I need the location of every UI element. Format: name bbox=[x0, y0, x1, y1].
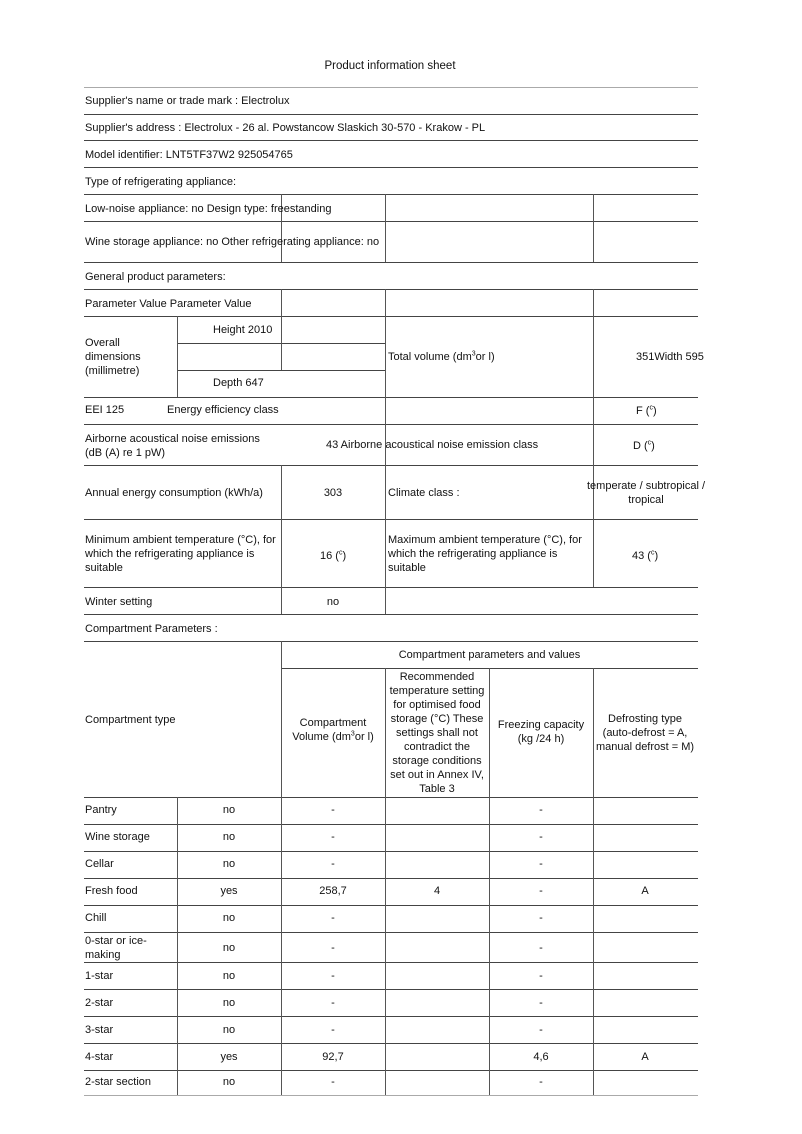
row-volume: - bbox=[331, 942, 335, 954]
rule bbox=[84, 465, 698, 466]
total-volume-text: Total volume (dm bbox=[388, 351, 472, 363]
rule bbox=[84, 221, 698, 222]
noise-label: Airborne acoustical noise emissions (dB (A) re 1 pW) bbox=[85, 433, 260, 459]
supplier-address: Supplier's address : Electrolux - 26 al. Powstancow Slaskich 30-570 - Krakow - PL bbox=[85, 122, 486, 134]
col-volume-sup: 3 bbox=[350, 730, 355, 738]
rule bbox=[84, 397, 698, 398]
row-type: Pantry bbox=[85, 804, 117, 816]
rule bbox=[84, 87, 698, 88]
rule bbox=[84, 587, 698, 588]
climate-value: temperate / subtropical / tropical bbox=[587, 480, 706, 506]
row-freeze: - bbox=[539, 858, 543, 870]
total-volume-unit: or l) bbox=[475, 351, 495, 363]
row-present: no bbox=[222, 1024, 236, 1036]
supplier-name: Supplier's name or trade mark : Electrolux bbox=[85, 95, 290, 107]
min-temp-value bbox=[320, 549, 346, 563]
row-type: 1-star bbox=[85, 970, 114, 982]
energy-class-text: F ( bbox=[636, 405, 650, 417]
general-heading: General product parameters: bbox=[85, 271, 226, 283]
rule bbox=[385, 587, 386, 614]
min-temp-label: Minimum ambient temperature (°C), for which the refrigerating appliance is suitable bbox=[85, 534, 276, 574]
row-type: 4-star bbox=[85, 1051, 114, 1063]
rule bbox=[385, 289, 386, 424]
row-present: no bbox=[222, 831, 236, 843]
row-present: no bbox=[222, 912, 236, 924]
max-temp-end: ) bbox=[654, 550, 659, 562]
row-volume: 92,7 bbox=[322, 1051, 344, 1063]
low-noise-line: Low-noise appliance: no Design type: freestanding bbox=[85, 203, 332, 215]
max-temp-label: Maximum ambient temperature (°C), for which the refrigerating appliance is suitable bbox=[388, 534, 582, 574]
row-type: 2-star bbox=[85, 997, 114, 1009]
row-freeze: - bbox=[539, 1076, 543, 1088]
row-present: no bbox=[222, 997, 236, 1009]
rule bbox=[177, 370, 385, 371]
rule bbox=[84, 167, 698, 168]
max-temp-sup: c bbox=[650, 549, 655, 557]
row-type: 0-star or ice-making bbox=[85, 935, 147, 961]
rule bbox=[177, 316, 178, 397]
row-freeze: - bbox=[539, 831, 543, 843]
rule bbox=[593, 424, 594, 465]
min-temp-text: 16 ( bbox=[320, 550, 339, 562]
row-present: yes bbox=[220, 1051, 238, 1063]
row-present: yes bbox=[220, 885, 238, 897]
row-freeze: - bbox=[539, 970, 543, 982]
row-volume: - bbox=[331, 1024, 335, 1036]
row-present: no bbox=[222, 1076, 236, 1088]
row-defrost: A bbox=[641, 1051, 649, 1063]
energy-class-sup: c bbox=[649, 404, 653, 412]
rule bbox=[385, 194, 386, 262]
param-header: Parameter Value Parameter Value bbox=[85, 298, 252, 310]
energy-label: Annual energy consumption (kWh/a) bbox=[85, 487, 263, 499]
noise-class-text: D ( bbox=[633, 440, 648, 452]
row-volume: - bbox=[331, 997, 335, 1009]
rule bbox=[84, 194, 698, 195]
energy-class-value bbox=[636, 404, 657, 418]
row-defrost: A bbox=[641, 885, 649, 897]
noise-value-class: 43 Airborne acoustical noise emission class bbox=[326, 439, 539, 451]
rule bbox=[593, 289, 594, 424]
row-type: Cellar bbox=[85, 858, 114, 870]
compartment-group-header: Compartment parameters and values bbox=[398, 649, 581, 661]
row-freeze: - bbox=[539, 912, 543, 924]
total-volume-label bbox=[388, 350, 495, 364]
min-temp-sup: c bbox=[338, 549, 343, 557]
wine-storage-line: Wine storage appliance: no Other refrigerating appliance: no bbox=[85, 236, 380, 248]
row-freeze: - bbox=[539, 997, 543, 1009]
depth-value: Depth 647 bbox=[213, 377, 264, 389]
row-freeze: - bbox=[539, 942, 543, 954]
row-freeze: - bbox=[539, 1024, 543, 1036]
rule bbox=[84, 289, 698, 290]
total-width-value: 351Width 595 bbox=[636, 351, 704, 363]
rule bbox=[593, 194, 594, 262]
row-present: no bbox=[222, 804, 236, 816]
rule bbox=[84, 519, 698, 520]
row-volume: - bbox=[331, 804, 335, 816]
row-volume: - bbox=[331, 831, 335, 843]
rule bbox=[385, 465, 386, 587]
energy-class-end: ) bbox=[652, 405, 657, 417]
noise-class-end: ) bbox=[651, 440, 655, 452]
col-volume-unit: or l) bbox=[354, 731, 374, 743]
row-present: no bbox=[222, 858, 236, 870]
row-type: Fresh food bbox=[85, 885, 138, 897]
row-type: 3-star bbox=[85, 1024, 114, 1036]
row-volume: 258,7 bbox=[319, 885, 347, 897]
type-heading: Type of refrigerating appliance: bbox=[85, 176, 237, 188]
winter-value: no bbox=[326, 596, 340, 608]
total-volume-sup: 3 bbox=[471, 350, 476, 358]
max-temp-value bbox=[632, 549, 658, 563]
rule bbox=[84, 614, 698, 615]
row-freeze: 4,6 bbox=[533, 1051, 549, 1063]
rule bbox=[84, 262, 698, 263]
energy-class-label: Energy efficiency class bbox=[167, 404, 279, 416]
row-present: no bbox=[222, 970, 236, 982]
col-temp-header: Recommended temperature setting for optimised food storage (°C) These settings shall not contradict the storage conditions set out in Annex IV, Table 3 bbox=[389, 671, 485, 795]
rule bbox=[281, 465, 282, 587]
col-defrost-header: Defrosting type (auto-defrost = A, manual defrost = M) bbox=[595, 713, 695, 753]
rule bbox=[84, 114, 698, 115]
compartment-heading: Compartment Parameters : bbox=[85, 623, 218, 635]
row-freeze: - bbox=[539, 885, 543, 897]
row-type: Chill bbox=[85, 912, 107, 924]
row-volume: - bbox=[331, 1076, 335, 1088]
row-type: Wine storage bbox=[85, 831, 150, 843]
eei-label: EEI 125 bbox=[85, 404, 125, 416]
col-volume-header bbox=[284, 716, 382, 744]
col-volume-text: Compartment Volume (dm bbox=[292, 717, 367, 743]
winter-label: Winter setting bbox=[85, 596, 153, 608]
rule bbox=[84, 140, 698, 141]
rule bbox=[84, 641, 698, 642]
row-present: no bbox=[222, 942, 236, 954]
row-volume: - bbox=[331, 912, 335, 924]
model-identifier: Model identifier: LNT5TF37W2 925054765 bbox=[85, 149, 293, 161]
noise-class-value bbox=[633, 439, 655, 453]
col-freeze-header: Freezing capacity (kg /24 h) bbox=[497, 719, 585, 745]
rule bbox=[281, 289, 282, 370]
rule bbox=[84, 1095, 698, 1096]
energy-value: 303 bbox=[323, 487, 343, 499]
row-volume: - bbox=[331, 858, 335, 870]
row-volume: - bbox=[331, 970, 335, 982]
row-temp: 4 bbox=[433, 885, 441, 897]
noise-class-sup: c bbox=[647, 439, 652, 447]
max-temp-text: 43 ( bbox=[632, 550, 651, 562]
climate-label: Climate class : bbox=[388, 487, 460, 499]
rule bbox=[84, 424, 698, 425]
height-value: Height 2010 bbox=[213, 324, 273, 336]
row-type: 2-star section bbox=[85, 1076, 152, 1088]
min-temp-end: ) bbox=[342, 550, 347, 562]
page-title: Product information sheet bbox=[324, 60, 456, 72]
dimensions-label: Overall dimensions (millimetre) bbox=[85, 337, 141, 377]
col-type-header: Compartment type bbox=[85, 714, 176, 726]
row-freeze: - bbox=[539, 804, 543, 816]
